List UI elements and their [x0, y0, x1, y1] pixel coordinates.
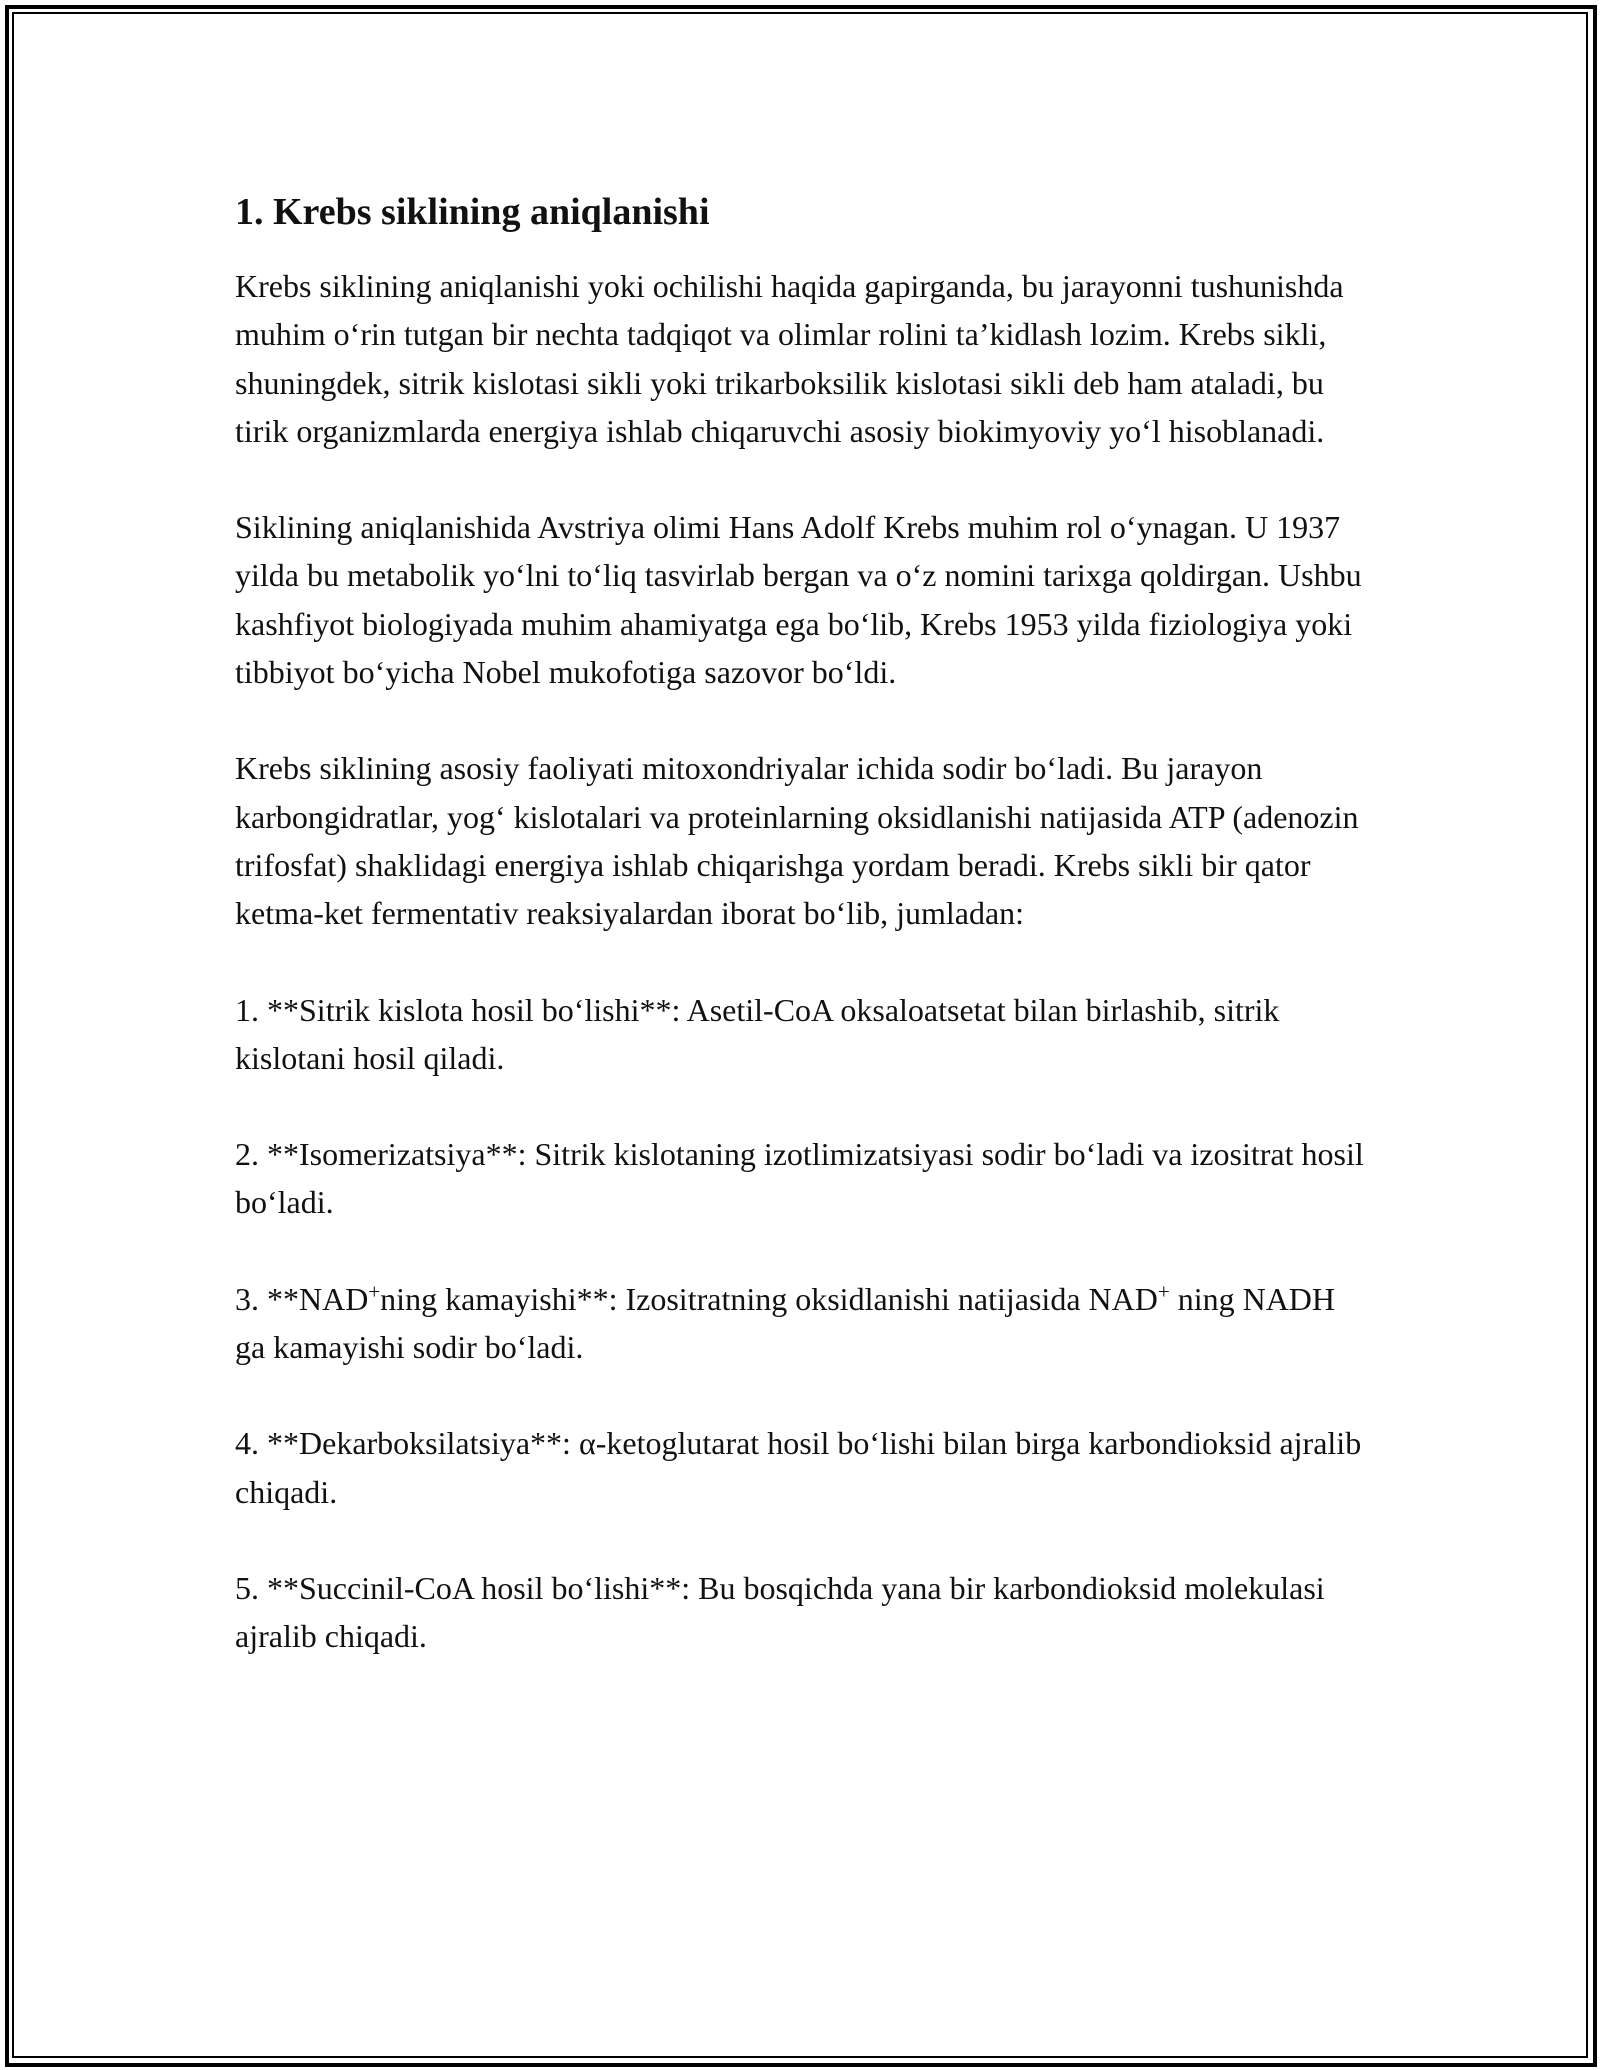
list-item-step-3: [235, 1275, 1365, 1372]
paragraph-intro: Krebs siklining aniqlanishi yoki ochilishi haqida gapirganda, bu jarayonni tushunishda muhim oʻrin tutgan bir nechta tadqiqot va olimlar rolini taʼkidlash lozim. Krebs sikli, shuningdek, sitrik kislotasi sikli yoki trikarboksilik kislotasi sikli deb ham ataladi, bu tirik organizmlarda energiya ishlab chiqaruvchi asosiy biokimyoviy yoʻl hisoblanadi.: [235, 268, 1344, 449]
step-3-text-c: ning NADH ga kamayishi sodir boʻladi.: [235, 1280, 1336, 1366]
superscript-plus-2: +: [1157, 1279, 1170, 1304]
paragraph-history: Siklining aniqlanishida Avstriya olimi Hans Adolf Krebs muhim rol oʻynagan. U 1937 yilda bu metabolik yoʻlni toʻliq tasvirlab bergan va oʻz nomini tarixga qoldirgan. Ushbu kashfiyot biologiyada muhim ahamiyatga ega boʻlib, Krebs 1953 yilda fiziologiya yoki tibbiyot boʻyicha Nobel mukofotiga sazovor boʻldi.: [235, 509, 1362, 691]
document-body: [235, 188, 1365, 1661]
list-item-step-1: 1. **Sitrik kislota hosil boʻlishi**: Asetil-CoA oksaloatsetat bilan birlashib, sitrik kislotani hosil qiladi.: [235, 991, 1280, 1076]
step-3-text-b: ning kamayishi**: Izositratning oksidlanishi natijasida NAD: [380, 1280, 1158, 1317]
list-item-step-2: 2. **Isomerizatsiya**: Sitrik kislotaning izotlimizatsiyasi sodir boʻladi va izositrat hosil boʻladi.: [235, 1136, 1364, 1221]
step-3-text-a: 3. **NAD: [235, 1280, 369, 1317]
list-item-step-4: 4. **Dekarboksilatsiya**: α-ketoglutarat hosil boʻlishi bilan birga karbondioksid ajralib chiqadi.: [235, 1425, 1362, 1510]
section-heading: 1. Krebs siklining aniqlanishi: [235, 191, 710, 233]
paragraph-function: Krebs siklining asosiy faoliyati mitoxondriyalar ichida sodir boʻladi. Bu jarayon karbongidratlar, yogʻ kislotalari va proteinlarning oksidlanishi natijasida ATP (adenozin trifosfat) shaklidagi energiya ishlab chiqarishga yordam beradi. Krebs sikli bir qator ketma-ket fermentativ reaksiyalardan iborat boʻlib, jumladan:: [235, 750, 1359, 932]
list-item-step-5: 5. **Succinil-CoA hosil boʻlishi**: Bu bosqichda yana bir karbondioksid molekulasi ajralib chiqadi.: [235, 1569, 1325, 1655]
superscript-plus-1: +: [368, 1279, 381, 1304]
